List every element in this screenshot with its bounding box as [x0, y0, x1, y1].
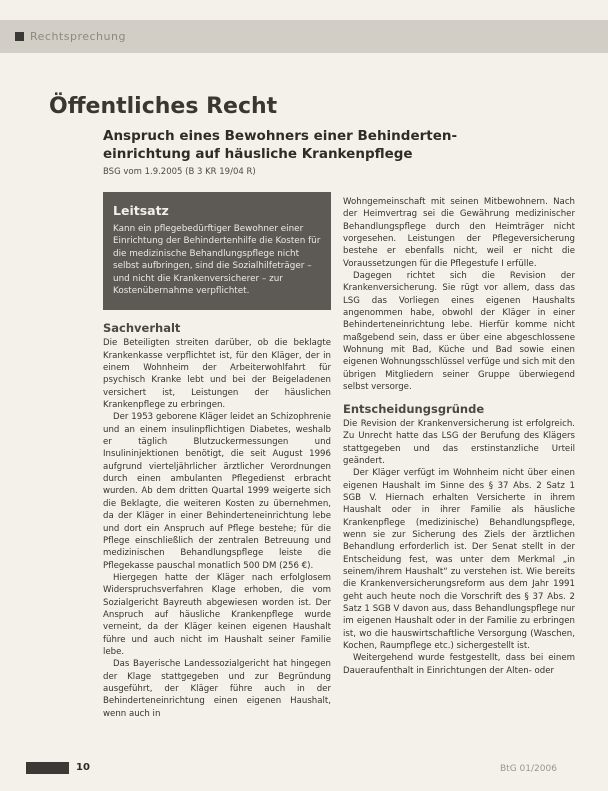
court-reference: BSG vom 1.9.2005 (B 3 KR 19/04 R)	[103, 167, 256, 177]
paragraph: Die Beteiligten streiten darüber, ob die beklagte Krankenkasse verpflichtet ist, für den Kläger, der in einem Wohnheim der Arbeiterwohlfahrt für psychisch Kranke lebt und bei der Beigeladenen versichert ist, Leistungen der häuslichen Krankenpflege zu erbringen.	[103, 338, 331, 411]
paragraph: Wohngemeinschaft mit seinen Mitbewohnern. Nach der Heimvertrag sei die Gewährung medizinischer Behandlungspflege durch den Heimträger nicht vorgesehen. Leistungen der Pflegeversicherung bestehe er ebenfalls nicht, weil er nicht die Voraussetzungen für die Pflegestufe I erfülle.	[343, 197, 575, 269]
left-column	[103, 322, 331, 720]
page-number: 10	[76, 762, 90, 773]
section-label: Rechtsprechung	[30, 30, 126, 43]
paragraph: Weitergehend wurde festgestellt, dass bei einem Daueraufenthalt in Einrichtungen der Alten- oder	[343, 653, 575, 676]
section-header-band	[0, 20, 608, 53]
entscheidungsgruende-heading: Entscheidungsgründe	[343, 401, 485, 416]
sachverhalt-heading: Sachverhalt	[103, 321, 181, 335]
leitsatz-text: Kann ein pflegebedürftiger Bewohner einer Einrichtung der Behindertenhilfe die Kosten für die medizinische Behandlungspflege nicht selbst aufbringen, sind die Sozialhilfeträger – und nicht die Krankenversicherer – zur Kostenübernahme verpflichtet.	[113, 224, 321, 297]
paragraph: Dagegen richtet sich die Revision der Krankenversicherung. Sie rügt vor allem, dass das LSG das Vorliegen eines eigenen Haushalts angenommen habe, obwohl der Kläger in einer Behinderteneinrichtung lebe. Hierfür komme nicht maßgebend sein, dass er über eine abgeschlossene Wohnung mit Bad, Küche und Bad sowie einen eigenen Wohnungsschlüssel verfüge und sich mit den übrigen Mitgliedern seiner Gruppe überwiegend selbst versorge.	[343, 271, 575, 393]
right-column	[343, 196, 575, 677]
paragraph: Die Revision der Krankenversicherung ist erfolgreich. Zu Unrecht hatte das LSG der Berufung des Klägers stattgegeben und das erstinstanzliche Urteil geändert.	[343, 418, 575, 466]
paragraph: Der Kläger verfügt im Wohnheim nicht über einen eigenen Haushalt im Sinne des § 37 Abs. 2 Satz 1 SGB V. Hiernach erhalten Versicherte in ihrem Haushalt oder in ihrer Familie als häusliche Krankenpflege (medizinische) Behandlungspflege, wenn sie zur Sicherung des Ziels der ärztlichen Behandlung erforderlich ist. Der Senat stellt in der Entscheidung fest, was unter dem Merkmal „in seinem/ihrem Haushalt“ zu verstehen ist. Wie bereits die Krankenversicherungsreform aus dem Jahr 1991 geht auch heute noch die Vorschrift des § 37 Abs. 2 Satz 1 SGB V davon aus, dass Behandlungspflege nur im eigenen Haushalt oder in der Familie zu erbringen ist, wo die hauswirtschaftliche Versorgung (Waschen, Kochen, Raumpflege etc.) sichergestellt ist.	[343, 468, 575, 652]
journal-reference: BtG 01/2006	[500, 764, 557, 774]
leitsatz-box	[103, 192, 331, 310]
footer-bar	[26, 762, 69, 774]
leitsatz-heading: Leitsatz	[113, 203, 169, 218]
paragraph: Hiergegen hatte der Kläger nach erfolglosem Widerspruchsverfahren Klage erhoben, die vom Sozialgericht Bayreuth abgewiesen worden ist. Der Anspruch auf häusliche Krankenpflege wurde verneint, da der Kläger keinen eigenen Haushalt führe und auch nicht im Haushalt seiner Familie lebe.	[103, 572, 331, 657]
square-bullet-icon	[15, 32, 24, 41]
paragraph: Das Bayerische Landessozialgericht hat hingegen der Klage stattgegeben und zur Begründung ausgeführt, der Kläger führe auch in der Behinderteneinrichtung einen eigenen Haushalt, wenn auch in	[103, 659, 331, 719]
article-subtitle: Anspruch eines Bewohners einer Behinderten-einrichtung auf häusliche Krankenpflege	[103, 128, 458, 162]
paragraph: Der 1953 geborene Kläger leidet an Schizophrenie und an einem insulinpflichtigen Diabetes, weshalb er täglich Blutzuckermessungen und Insulininjektionen benötigt, die seit August 1996 aufgrund vierteljährlicher ärztlicher Verordnungen durch einen ambulanten Pflegedienst erbracht wurden. Ab dem dritten Quartal 1999 weigerte sich die Beklagte, die weiteren Kosten zu übernehmen, da der Kläger in einer Behinderteneinrichtung lebe und dort ein Anspruch auf Pflege bestehe; für die Pflege einschließlich der zentralen Betreuung und medizinischen Behandlungspflege leiste die Pflegekasse pauschal monatlich 500 DM (256 €).	[103, 412, 331, 571]
page-title: Öffentliches Recht	[49, 94, 278, 119]
